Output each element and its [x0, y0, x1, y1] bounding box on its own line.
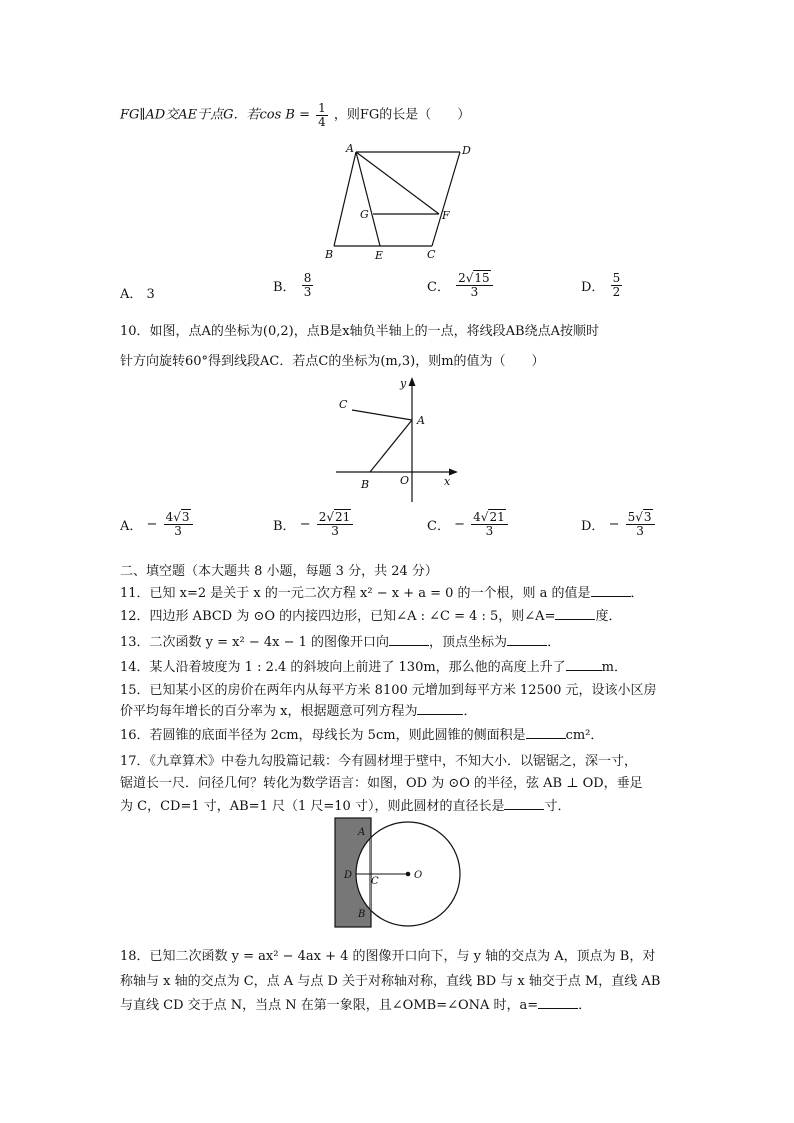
q17-answer-blank[interactable]	[504, 797, 544, 810]
q15-answer-blank[interactable]	[417, 702, 463, 715]
q9-option-c-coef: 2	[458, 271, 466, 285]
q13-text-end: ．	[547, 635, 561, 650]
q11-text: 11．已知 x=2 是关于 x 的一元二次方程 x² − x + a = 0 的一个根，则 a 的值是	[120, 586, 591, 601]
q9-label-F: F	[442, 209, 450, 222]
q9-trapezoid-figure	[320, 138, 480, 266]
q9-label-E: E	[375, 249, 384, 262]
q9-edge-AF	[356, 152, 439, 214]
q10-option-c-radicand: 21	[489, 510, 505, 524]
q9-option-a-label: A．	[120, 287, 143, 302]
q12	[120, 605, 621, 624]
q11-text-end: ．	[630, 586, 644, 601]
q13	[120, 631, 560, 650]
q17-center-dot	[406, 872, 411, 877]
q17-line3	[120, 795, 570, 814]
q10-coordinate-figure	[330, 372, 465, 504]
q9-option-c-num: 2√15	[456, 272, 493, 286]
q9-option-c-den: 3	[470, 284, 479, 299]
q13-text-mid: ，顶点坐标为	[429, 635, 508, 650]
q10-label-O: O	[400, 474, 410, 487]
q9-label-C: C	[427, 248, 436, 261]
q10-option-a-num: 4√3	[164, 511, 193, 525]
q10-option-b-fraction	[317, 511, 354, 537]
q17-label-D: D	[344, 870, 353, 881]
q14-text: 14．某人沿着坡度为 1 : 2.4 的斜坡向上前进了 130m，那么他的高度上升了	[120, 660, 566, 675]
q10-option-b-den: 3	[331, 523, 339, 538]
q9-option-d-label: D．	[581, 279, 605, 295]
q10-x-arrow	[449, 469, 458, 476]
q10-label-x: x	[444, 475, 451, 488]
q10-label-C: C	[339, 398, 348, 411]
q10-option-d-label: D．	[581, 518, 605, 534]
q10-option-a-coef: 4	[165, 510, 174, 524]
q10-option-a[interactable]	[120, 511, 195, 537]
q18-text: 与直线 CD 交于点 N，当点 N 在第一象限，且∠OMB=∠ONA 时，a=	[120, 998, 539, 1013]
q14-text-end: m．	[601, 660, 627, 675]
q10-y-arrow	[409, 377, 416, 386]
q9-option-b-num: 8	[303, 271, 312, 285]
q13-answer-blank-1[interactable]	[389, 633, 429, 646]
q10-option-d-sign: −	[608, 516, 620, 532]
q10-option-d-den: 3	[636, 523, 644, 538]
q10-segment-AB	[370, 420, 412, 472]
q9-option-c-label: C．	[427, 279, 450, 295]
q14	[120, 656, 627, 675]
q9-option-c-radicand: 15	[474, 271, 490, 285]
q12-text-end: 度．	[595, 609, 622, 624]
q17-text-end: 寸．	[544, 799, 571, 814]
q17-line1: 17．《九章算术》中卷九勾股篇记载：今有圆材埋于壁中，不知大小．以锯锯之，深一寸，	[120, 754, 638, 769]
q9-option-d-fraction	[611, 272, 623, 298]
q10-option-b-num: 2√21	[317, 511, 354, 525]
q18-text-end: ．	[578, 998, 592, 1013]
q9-text-post: ，则FG的长是（ ）	[333, 107, 471, 123]
q10-label-A: A	[417, 414, 425, 427]
q10-option-a-sign: −	[146, 516, 158, 532]
q10-option-a-den: 3	[174, 523, 182, 538]
q10-label-B: B	[361, 478, 370, 491]
q11	[120, 582, 644, 601]
q9-option-b-den: 3	[303, 284, 312, 299]
q9-cos-num: 1	[318, 101, 326, 115]
q9-option-a-value: 3	[146, 287, 155, 302]
q10-option-b-sign: −	[299, 516, 311, 532]
q17-label-A: A	[358, 827, 366, 838]
q9-option-c[interactable]	[427, 272, 495, 298]
q10-option-c-den: 3	[485, 523, 494, 538]
q9-label-D: D	[462, 144, 471, 157]
q14-answer-blank[interactable]	[566, 658, 602, 671]
q10-option-c-fraction	[471, 511, 508, 537]
q17-text: 为 C，CD=1 寸，AB=1 尺（1 尺=10 寸），则此圆材的直径长是	[120, 799, 505, 814]
q17-circle-wall-figure	[330, 815, 470, 930]
q9-cos-fraction	[316, 102, 328, 128]
q15-text: 价平均每年增长的百分率为 x，根据题意可列方程为	[120, 704, 418, 719]
q10-line1: 10．如图，点A的坐标为(0,2)，点B是x轴负半轴上的一点，将线段AB绕点A按顺时	[120, 324, 599, 339]
q10-option-d-coef: 5	[627, 510, 636, 524]
q10-option-c-sign: −	[454, 516, 465, 532]
q10-option-d-fraction	[626, 511, 655, 537]
q18-line2: 称轴与 x 轴的交点为 C，点 A 与点 D 关于对称轴对称，直线 BD 与 x 轴交于点 M，直线 AB	[120, 974, 661, 989]
q9-label-A: A	[346, 142, 354, 155]
q17-label-B: B	[358, 909, 366, 920]
q9-cos-den: 4	[318, 114, 326, 129]
q10-option-b-coef: 2	[318, 510, 327, 524]
q9-stem	[120, 102, 470, 128]
q17-label-O: O	[414, 870, 423, 881]
q10-option-d-num: 5√3	[626, 511, 655, 525]
q9-option-d-num: 5	[612, 271, 621, 285]
q10-option-b-radicand: 21	[335, 510, 351, 524]
q10-label-y: y	[400, 377, 407, 390]
q9-option-b-fraction	[302, 272, 314, 298]
q10-option-a-label: A．	[120, 518, 143, 534]
q9-edge-DC	[432, 152, 460, 246]
q12-text: 12．四边形 ABCD 为 ⊙O 的内接四边形，已知∠A : ∠C = 4 : 5，则∠A=	[120, 609, 556, 624]
q9-option-b-label: B．	[273, 279, 296, 295]
q9-option-b[interactable]	[273, 272, 315, 298]
q13-answer-blank-2[interactable]	[507, 633, 547, 646]
q9-label-G: G	[360, 208, 369, 221]
q18-answer-blank[interactable]	[538, 996, 578, 1009]
q18-line1: 18．已知二次函数 y = ax² − 4ax + 4 的图像开口向下，与 y 轴的交点为 A，顶点为 B，对	[120, 949, 656, 964]
q16-text-end: cm²．	[565, 728, 604, 743]
q10-option-c-label: C．	[427, 518, 450, 534]
q10-option-c-coef: 4	[473, 510, 481, 524]
q9-option-a[interactable]	[120, 283, 155, 302]
q10-option-a-radicand: 3	[181, 510, 190, 524]
q17-label-C: C	[371, 876, 379, 887]
q10-segment-AC	[352, 410, 412, 420]
q17-line2: 锯道长一尺．问径几何？转化为数学语言：如图，OD 为 ⊙O 的半径，弦 AB ⊥ OD，垂足	[120, 776, 643, 791]
q9-option-c-fraction	[456, 272, 493, 298]
q10-option-b-label: B．	[273, 518, 296, 534]
q9-label-B: B	[325, 248, 334, 261]
q16	[120, 724, 603, 743]
q15-text-end: ．	[463, 704, 477, 719]
q15-line2	[120, 700, 476, 719]
q12-answer-blank[interactable]	[555, 607, 595, 620]
q9-text-pre: FG∥AD交AE于点G．若cos B =	[120, 107, 310, 123]
q11-answer-blank[interactable]	[591, 584, 631, 597]
q10-option-c-num: 4√21	[471, 511, 508, 525]
q16-text: 16．若圆锥的底面半径为 2cm，母线长为 5cm，则此圆锥的侧面积是	[120, 728, 526, 743]
q13-text: 13．二次函数 y = x² − 4x − 1 的图像开口向	[120, 635, 390, 650]
q10-option-a-fraction	[164, 511, 193, 537]
q9-option-d-den: 2	[612, 284, 621, 299]
q10-line2: 针方向旋转60°得到线段AC．若点C的坐标为(m,3)，则m的值为（ ）	[120, 354, 545, 369]
q18-line3	[120, 994, 591, 1013]
q9-edge-BA	[334, 152, 356, 246]
q15-line1: 15．已知某小区的房价在两年内从每平方米 8100 元增加到每平方米 12500 元，设该小区房	[120, 683, 657, 698]
q9-edge-AE	[356, 152, 380, 246]
section-heading: 二、填空题（本大题共 8 小题，每题 3 分，共 24 分）	[120, 564, 438, 579]
q10-option-d[interactable]	[581, 511, 657, 537]
q10-option-b[interactable]	[273, 511, 355, 537]
q16-answer-blank[interactable]	[526, 726, 566, 739]
q9-option-d[interactable]	[581, 272, 624, 298]
q10-option-c[interactable]	[427, 511, 510, 537]
q10-option-d-radicand: 3	[643, 510, 652, 524]
